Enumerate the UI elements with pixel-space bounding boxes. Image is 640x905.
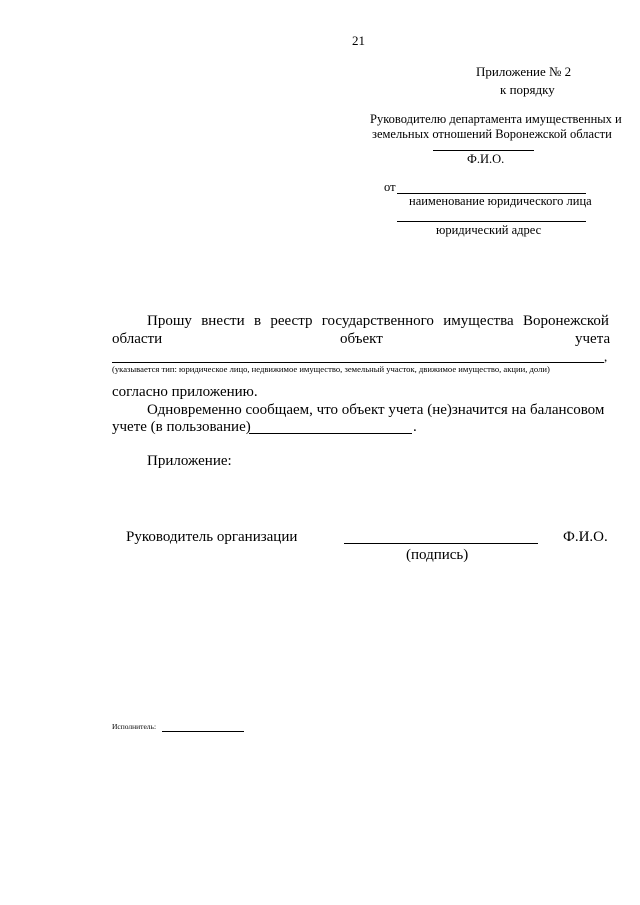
request-word: внести — [201, 313, 245, 329]
request-word: государственного — [321, 313, 434, 329]
page-number: 21 — [352, 33, 365, 48]
comma: , — [604, 349, 608, 364]
request-word: реестр — [270, 313, 313, 329]
request-word: в — [253, 313, 262, 329]
object-type-blank-line — [112, 362, 604, 363]
addressee-line-1: Руководителю департамента имущественных и — [370, 112, 622, 126]
word-obekt: объект — [340, 331, 383, 347]
legal-address-blank-line — [397, 221, 586, 222]
request-word: имущества — [443, 313, 514, 329]
executor-label: Исполнитель: — [112, 722, 157, 731]
request-word: Воронежской — [522, 313, 609, 329]
notify-line-1: Одновременно сообщаем, что объект учета (не)значится на балансовом — [147, 402, 605, 418]
request-word: Прошу — [147, 313, 192, 329]
signature-fio: Ф.И.О. — [563, 529, 608, 545]
signature-blank-line — [344, 543, 538, 544]
attachment-label: Приложение: — [147, 453, 232, 469]
word-oblasti: области — [112, 331, 163, 347]
balance-blank-line — [249, 433, 412, 434]
word-ucheta: учета — [575, 331, 611, 347]
org-name-caption: наименование юридического лица — [409, 194, 592, 208]
fio-blank-line — [433, 150, 534, 151]
request-line-1 — [147, 313, 609, 330]
fio-caption: Ф.И.О. — [467, 152, 505, 166]
addressee-line-2: земельных отношений Воронежской области — [372, 127, 612, 141]
legal-address-caption: юридический адрес — [436, 223, 542, 237]
notify-line-2-prefix: учете (в пользование) — [112, 419, 251, 435]
signature-caption: (подпись) — [406, 547, 469, 563]
appendix-title: Приложение № 2 — [476, 64, 572, 79]
type-hint: (указывается тип: юридическое лицо, недвижимое имущество, земельный участок, движимое имущество, акции, доли) — [112, 364, 550, 374]
period: . — [413, 419, 417, 435]
from-label: от — [384, 180, 396, 194]
head-label: Руководитель организации — [126, 529, 298, 545]
executor-blank-line — [162, 731, 244, 732]
according-text: согласно приложению. — [112, 384, 258, 400]
to-order-label: к порядку — [500, 82, 555, 97]
